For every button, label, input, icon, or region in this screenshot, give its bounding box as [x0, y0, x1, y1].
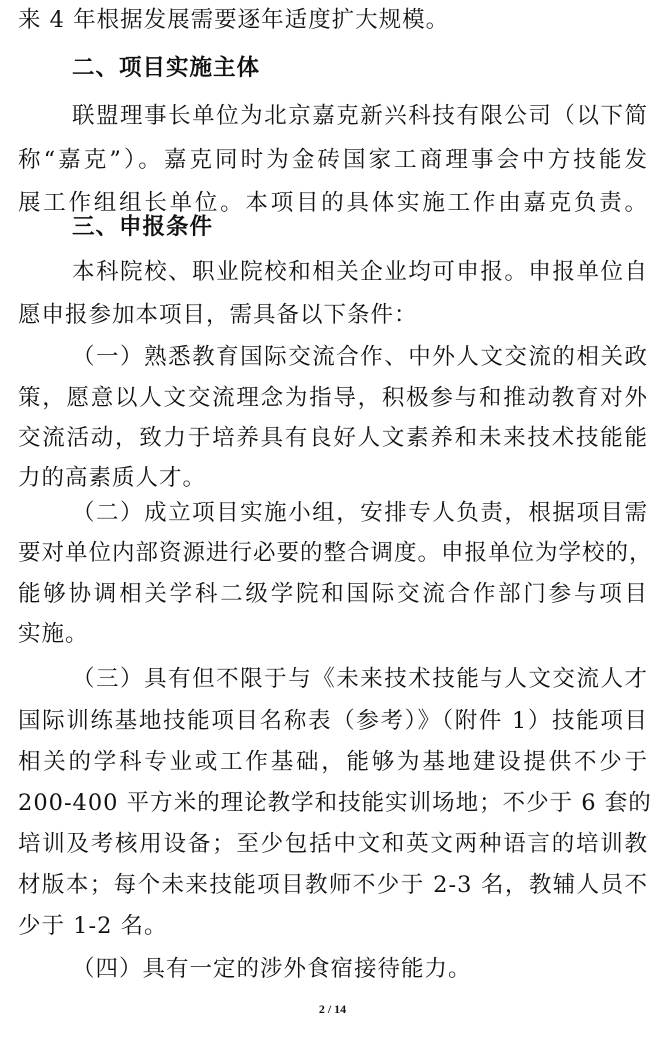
text-line: 本科院校、职业院校和相关企业均可申报。申报单位自 — [72, 259, 648, 285]
text-line: 相关的学科专业或工作基础，能够为基地建设提供不少于 — [18, 749, 648, 775]
text-line: 国际训练基地技能项目名称表（参考）》（附件 1）技能项目 — [18, 708, 648, 734]
text-line: （一）熟悉教育国际交流合作、中外人文交流的相关政 — [72, 344, 648, 370]
text-line: （四）具有一定的涉外食宿接待能力。 — [72, 956, 472, 982]
text-line: 展工作组组长单位。本项目的具体实施工作由嘉克负责。 — [18, 190, 648, 216]
text-line: （二）成立项目实施小组，安排专人负责，根据项目需 — [72, 500, 648, 526]
text-line: （三）具有但不限于与《未来技术技能与人文交流人才 — [72, 666, 648, 692]
text-line: 称“嘉克”）。嘉克同时为金砖国家工商理事会中方技能发 — [18, 147, 648, 173]
section-heading: 二、项目实施主体 — [72, 55, 261, 81]
text-line: 能够协调相关学科二级学院和国际交流合作部门参与项目 — [18, 581, 648, 607]
text-line: 策，愿意以人文交流理念为指导，积极参与和推动教育对外 — [18, 385, 648, 411]
text-line: 200-400 平方米的理论教学和技能实训场地；不少于 6 套的 — [18, 790, 652, 816]
section-heading: 三、申报条件 — [72, 214, 214, 240]
text-line: 愿申报参加本项目，需具备以下条件： — [18, 302, 418, 328]
text-line: 少于 1-2 名。 — [18, 913, 168, 939]
text-line: 力的高素质人才。 — [18, 465, 207, 491]
text-line: 要对单位内部资源进行必要的整合调度。申报单位为学校的， — [18, 540, 653, 566]
text-line: 交流活动，致力于培养具有良好人文素养和未来技术技能能 — [18, 425, 648, 451]
text-line: 联盟理事长单位为北京嘉克新兴科技有限公司（以下简 — [72, 103, 648, 129]
text-line: 材版本；每个未来技能项目教师不少于 2-3 名，教辅人员不 — [18, 872, 648, 898]
page-number: 2 / 14 — [318, 1002, 347, 1016]
text-line: 实施。 — [18, 621, 89, 647]
text-line: 培训及考核用设备；至少包括中文和英文两种语言的培训教 — [18, 831, 648, 857]
text-line: 来 4 年根据发展需要逐年适度扩大规模。 — [18, 7, 450, 33]
